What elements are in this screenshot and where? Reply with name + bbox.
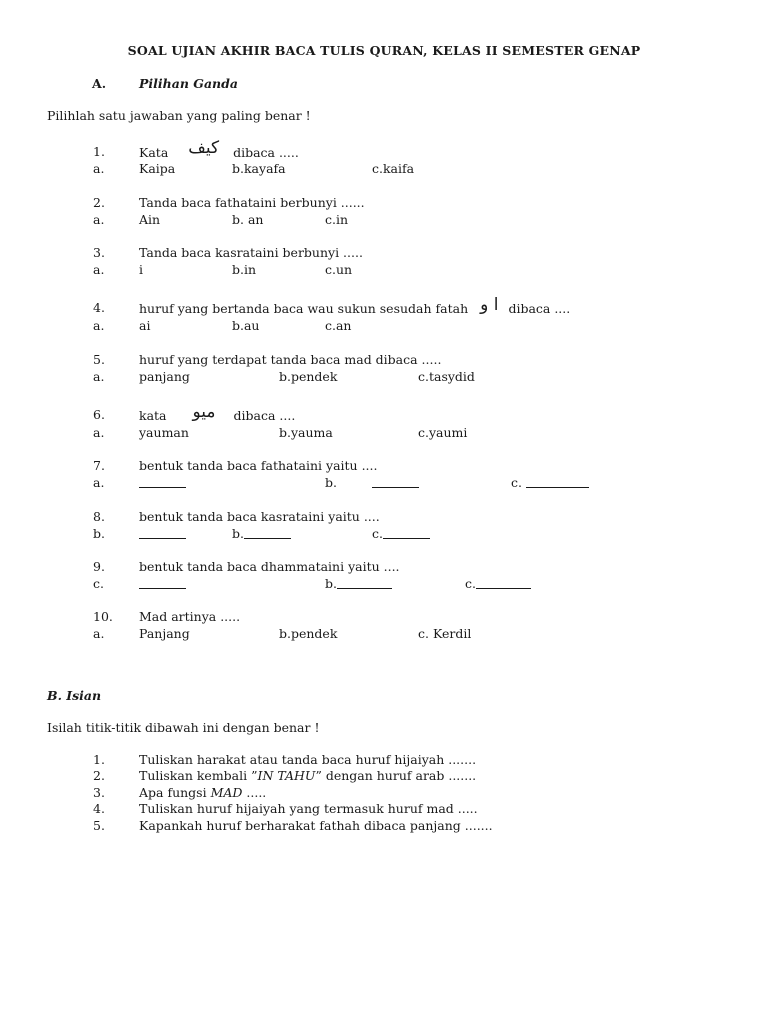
option-prefix: a.	[93, 262, 105, 277]
item-text-pre: Tuliskan kembali ”	[139, 768, 258, 783]
option-c: c.tasydid	[418, 369, 475, 384]
answer-blank-c	[383, 526, 430, 543]
option-c-label: c.	[511, 475, 522, 490]
option-c-label: c.	[372, 526, 383, 541]
section-a-letter: A.	[92, 76, 107, 91]
arabic-word: ميو	[192, 402, 216, 422]
question-text: bentuk tanda baca dhammataini yaitu ....	[139, 559, 400, 574]
section-b-instruction: Isilah titik-titik dibawah ini dengan benar !	[47, 720, 320, 735]
answer-blank-c	[526, 475, 589, 492]
option-a: Ain	[139, 212, 161, 227]
option-prefix: a.	[93, 425, 105, 440]
question-text-post: dibaca .....	[233, 145, 299, 160]
answer-blank-c	[476, 576, 531, 593]
option-c: c. Kerdil	[418, 626, 472, 641]
question-text	[139, 138, 299, 161]
item-number: 2.	[93, 768, 105, 783]
item-text-emphasis: MAD	[210, 785, 243, 800]
question-number: 7.	[93, 458, 105, 473]
item-text: Tuliskan huruf hijaiyah yang termasuk huruf mad .....	[139, 801, 478, 816]
option-prefix: a.	[93, 626, 105, 641]
question-number: 8.	[93, 509, 105, 524]
question-text: bentuk tanda baca fathataini yaitu ....	[139, 458, 378, 473]
item-number: 4.	[93, 801, 105, 816]
option-a: panjang	[139, 369, 190, 384]
question-number: 10.	[93, 609, 113, 624]
option-prefix: a.	[93, 212, 105, 227]
item-number: 3.	[93, 785, 105, 800]
item-number: 1.	[93, 752, 105, 767]
answer-blank-a	[139, 526, 186, 543]
item-text: Kapankah huruf berharakat fathah dibaca panjang .......	[139, 818, 493, 833]
option-b-label: b.	[325, 475, 337, 490]
answer-blank-b	[372, 475, 419, 492]
question-text-post: dibaca ....	[508, 301, 571, 316]
option-prefix: a.	[93, 161, 105, 176]
option-b: b.pendek	[279, 626, 338, 641]
answer-blank-a	[139, 475, 186, 492]
section-b-heading: B. Isian	[47, 688, 102, 703]
option-prefix: b.	[93, 526, 105, 541]
question-text: bentuk tanda baca kasrataini yaitu ....	[139, 509, 380, 524]
question-number: 9.	[93, 559, 105, 574]
section-a-instruction: Pilihlah satu jawaban yang paling benar !	[47, 108, 311, 123]
item-text-emphasis: IN TAHU	[257, 768, 316, 783]
question-text: Mad artinya .....	[139, 609, 241, 624]
item-text-pre: Apa fungsi	[139, 785, 211, 800]
question-text: Tanda baca kasrataini berbunyi .....	[139, 245, 363, 260]
option-c: c.un	[325, 262, 353, 277]
item-number: 5.	[93, 818, 105, 833]
option-c: c.an	[325, 318, 352, 333]
option-prefix: a.	[93, 369, 105, 384]
item-text-post: .....	[242, 785, 267, 800]
option-b: b.au	[232, 318, 260, 333]
option-b: b.yauma	[279, 425, 333, 440]
question-text	[139, 402, 296, 424]
option-a: Kaipa	[139, 161, 176, 176]
arabic-letters: ا و	[480, 295, 499, 315]
option-a: yauman	[139, 425, 189, 440]
question-number: 4.	[93, 300, 105, 315]
question-number: 3.	[93, 245, 105, 260]
answer-blank-b	[244, 526, 291, 543]
option-b-label: b.	[232, 526, 244, 541]
question-number: 6.	[93, 407, 105, 422]
arabic-word: كيف	[188, 138, 220, 158]
item-text	[139, 768, 476, 784]
item-text-post: ” dengan huruf arab .......	[315, 768, 477, 783]
option-b-label: b.	[325, 576, 337, 591]
option-prefix: c.	[93, 576, 104, 591]
option-prefix: a.	[93, 318, 105, 333]
question-text	[139, 295, 571, 317]
question-number: 1.	[93, 144, 105, 159]
option-prefix: a.	[93, 475, 105, 490]
question-text-post: dibaca ....	[233, 408, 296, 423]
option-b: b.in	[232, 262, 257, 277]
option-a: i	[139, 262, 143, 277]
option-b: b.pendek	[279, 369, 338, 384]
answer-blank-a	[139, 576, 186, 593]
option-c-label: c.	[465, 576, 476, 591]
item-text: Tuliskan harakat atau tanda baca huruf hijaiyah .......	[139, 752, 477, 767]
section-a-heading: Pilihan Ganda	[139, 76, 238, 91]
question-text: Tanda baca fathataini berbunyi ......	[139, 195, 365, 210]
document-title: SOAL UJIAN AKHIR BACA TULIS QURAN, KELAS II SEMESTER GENAP	[127, 43, 641, 58]
question-text-pre: kata	[139, 408, 167, 423]
question-number: 5.	[93, 352, 105, 367]
option-c: c.in	[325, 212, 349, 227]
item-text	[139, 785, 266, 801]
question-number: 2.	[93, 195, 105, 210]
option-b: b.kayafa	[232, 161, 286, 176]
option-a: ai	[139, 318, 151, 333]
option-c: c.kaifa	[372, 161, 415, 176]
question-text-pre: Kata	[139, 145, 169, 160]
question-text-pre: huruf yang bertanda baca wau sukun sesudah fatah	[139, 301, 469, 316]
answer-blank-b	[337, 576, 392, 593]
option-c: c.yaumi	[418, 425, 468, 440]
option-a: Panjang	[139, 626, 190, 641]
question-text: huruf yang terdapat tanda baca mad dibaca .....	[139, 352, 442, 367]
option-b: b. an	[232, 212, 264, 227]
